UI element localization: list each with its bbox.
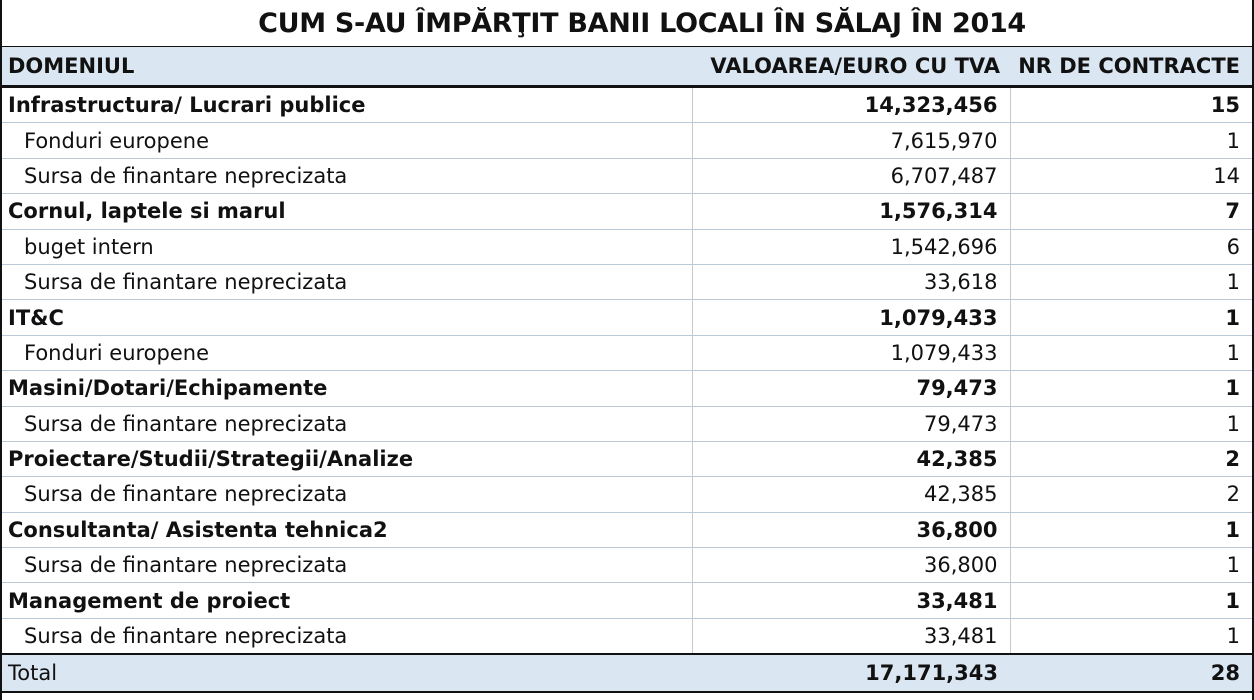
header-contracts: NR DE CONTRACTE xyxy=(1010,47,1252,87)
row-value: 1,079,433 xyxy=(692,335,1010,370)
row-label: Sursa de finantare neprecizata xyxy=(2,477,692,512)
row-value: 79,473 xyxy=(692,406,1010,441)
row-value: 33,618 xyxy=(692,264,1010,299)
row-count: 7 xyxy=(1010,194,1252,229)
row-label: Sursa de finantare neprecizata xyxy=(2,158,692,193)
header-value: VALOAREA/EURO CU TVA xyxy=(692,47,1010,87)
total-value: 17,171,343 xyxy=(692,654,1010,692)
row-count: 1 xyxy=(1010,264,1252,299)
row-count: 1 xyxy=(1010,583,1252,618)
category-row xyxy=(2,194,1252,229)
row-value: 1,576,314 xyxy=(692,194,1010,229)
table-title: CUM S-AU ÎMPĂRŢIT BANII LOCALI ÎN SĂLAJ ÎN 2014 xyxy=(0,0,1254,47)
row-value: 33,481 xyxy=(692,583,1010,618)
row-label: Sursa de finantare neprecizata xyxy=(2,406,692,441)
row-label: Infrastructura/ Lucrari publice xyxy=(2,87,692,123)
subcategory-row xyxy=(2,406,1252,441)
subcategory-row xyxy=(2,548,1252,583)
row-label: Consultanta/ Asistenta tehnica2 xyxy=(2,512,692,547)
row-value: 42,385 xyxy=(692,441,1010,476)
category-row xyxy=(2,371,1252,406)
subcategory-row xyxy=(2,158,1252,193)
row-count: 15 xyxy=(1010,87,1252,123)
row-value: 79,473 xyxy=(692,371,1010,406)
row-count: 1 xyxy=(1010,371,1252,406)
row-value: 14,323,456 xyxy=(692,87,1010,123)
row-value: 36,800 xyxy=(692,512,1010,547)
subcategory-row xyxy=(2,123,1252,158)
subcategory-row xyxy=(2,477,1252,512)
row-count: 1 xyxy=(1010,300,1252,335)
budget-table xyxy=(2,47,1252,693)
category-row xyxy=(2,300,1252,335)
row-label: Fonduri europene xyxy=(2,335,692,370)
row-count: 1 xyxy=(1010,618,1252,654)
row-label: IT&C xyxy=(2,300,692,335)
row-count: 1 xyxy=(1010,548,1252,583)
row-value: 7,615,970 xyxy=(692,123,1010,158)
header-row xyxy=(2,47,1252,87)
row-value: 1,079,433 xyxy=(692,300,1010,335)
row-label: Sursa de finantare neprecizata xyxy=(2,264,692,299)
row-value: 1,542,696 xyxy=(692,229,1010,264)
total-count: 28 xyxy=(1010,654,1252,692)
row-count: 2 xyxy=(1010,441,1252,476)
row-value: 6,707,487 xyxy=(692,158,1010,193)
row-label: Cornul, laptele si marul xyxy=(2,194,692,229)
category-row xyxy=(2,583,1252,618)
row-count: 2 xyxy=(1010,477,1252,512)
row-value: 36,800 xyxy=(692,548,1010,583)
category-row xyxy=(2,512,1252,547)
subcategory-row xyxy=(2,335,1252,370)
category-row xyxy=(2,87,1252,123)
row-label: buget intern xyxy=(2,229,692,264)
row-count: 1 xyxy=(1010,123,1252,158)
total-row xyxy=(2,654,1252,692)
total-label: Total xyxy=(2,654,692,692)
row-label: Management de proiect xyxy=(2,583,692,618)
row-count: 1 xyxy=(1010,406,1252,441)
row-value: 42,385 xyxy=(692,477,1010,512)
row-label: Proiectare/Studii/Strategii/Analize xyxy=(2,441,692,476)
subcategory-row xyxy=(2,618,1252,654)
row-count: 14 xyxy=(1010,158,1252,193)
row-label: Sursa de finantare neprecizata xyxy=(2,618,692,654)
header-domain: DOMENIUL xyxy=(2,47,692,87)
row-count: 1 xyxy=(1010,512,1252,547)
row-label: Sursa de finantare neprecizata xyxy=(2,548,692,583)
category-row xyxy=(2,441,1252,476)
row-count: 1 xyxy=(1010,335,1252,370)
subcategory-row xyxy=(2,264,1252,299)
row-label: Fonduri europene xyxy=(2,123,692,158)
row-label: Masini/Dotari/Echipamente xyxy=(2,371,692,406)
row-count: 6 xyxy=(1010,229,1252,264)
row-value: 33,481 xyxy=(692,618,1010,654)
subcategory-row xyxy=(2,229,1252,264)
